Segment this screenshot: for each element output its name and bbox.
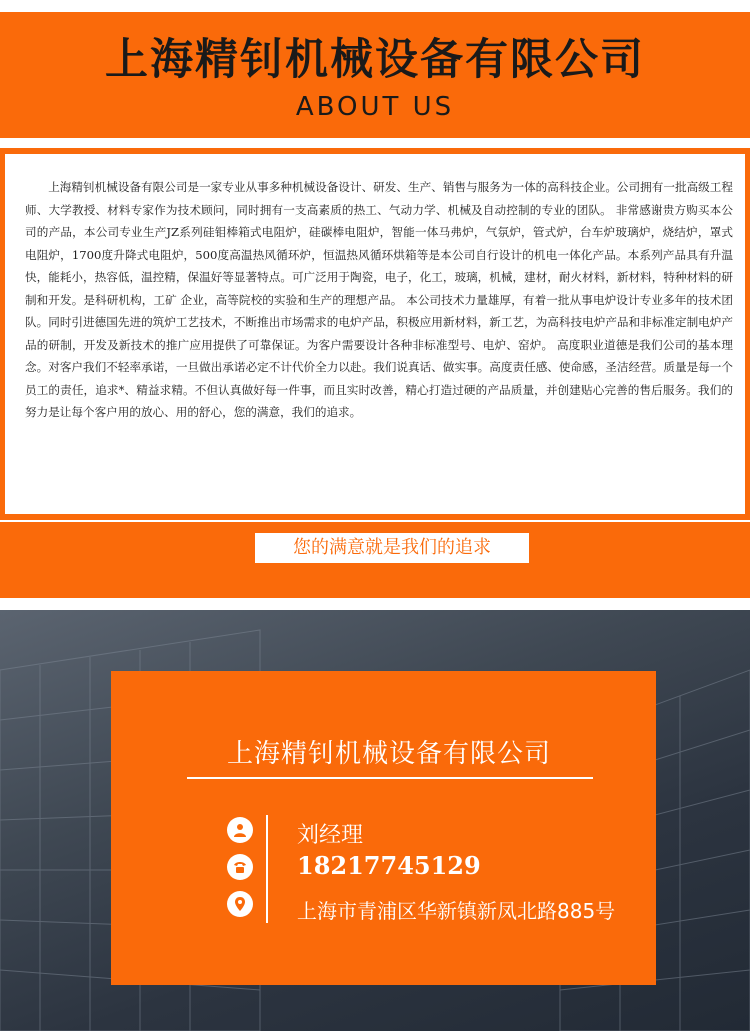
- about-us-subtitle: ABOUT US: [295, 92, 455, 122]
- intro-section: [0, 148, 750, 520]
- location-icon: [227, 891, 253, 917]
- divider: [187, 777, 593, 779]
- slogan-text: 您的满意就是我们的追求: [255, 533, 529, 563]
- phone-icon: [227, 854, 253, 880]
- contact-name: 刘经理: [297, 823, 364, 848]
- contact-card: [111, 671, 656, 985]
- user-icon: [227, 817, 253, 843]
- intro-text: 上海精钊机械设备有限公司是一家专业从事多种机械设备设计、研发、生产、销售与服务为一体的高科技企业。公司拥有一批高级工程师、大学教授、材料专家作为技术顾问，同时拥有一支高素质的热工、气动力学、机械及自动控制的专业的团队。 非常感谢贵方购买本公司的产品，本公司专业生产JZ系列硅钼棒箱式电阻炉，硅碳棒电阻炉，智能一体马弗炉，气氛炉，管式炉，台车炉玻璃炉，烧结炉，罩式电阻炉，1700度升降式电阻炉，500度高温热风循环炉，恒温热风循环烘箱等是本公司自行设计的机电一体化产品。本系列产品具有升温快，能耗小，热容低，温控精，保温好等显著特点。可广泛用于陶瓷，电子，化工，玻璃，机械，建材，耐火材料，新材料，特种材料的研制和开发。是科研机构，工矿 企业，高等院校的实验和生产的理想产品。 本公司技术力量雄厚，有着一批从事电炉设计专业多年的技术团队。同时引进德国先进的筑炉工艺技术，不断推出市场需求的电炉产品，积极应用新材料，新工艺，为高科技电炉产品和非标准定制电炉产品的研制，开发及新技术的推广应用提供了可靠保证。为客户需要设计各种非标准型号、电炉、窑炉。 高度职业道德是我们公司的基本理念。对客户我们不轻率承诺，一旦做出承诺必定不计代价全力以赴。我们说真话、做实事。高度责任感、使命感，圣洁经营。质量是每一个员工的责任，追求*、精益求精。不但认真做好每一件事，而且实时改善，精心打造过硬的产品质量，并创建贴心完善的售后服务。我们的努力是让每个客户用的放心、用的舒心，您的满意，我们的追求。: [25, 180, 733, 419]
- company-title: 上海精钊机械设备有限公司: [105, 35, 645, 85]
- contact-phone[interactable]: 18217745129: [297, 851, 481, 880]
- contact-address: 上海市青浦区华新镇新凤北路885号: [297, 899, 616, 923]
- intro-panel: [5, 154, 745, 514]
- vertical-divider: [266, 815, 268, 923]
- contact-company-name: 上海精钊机械设备有限公司: [227, 739, 552, 769]
